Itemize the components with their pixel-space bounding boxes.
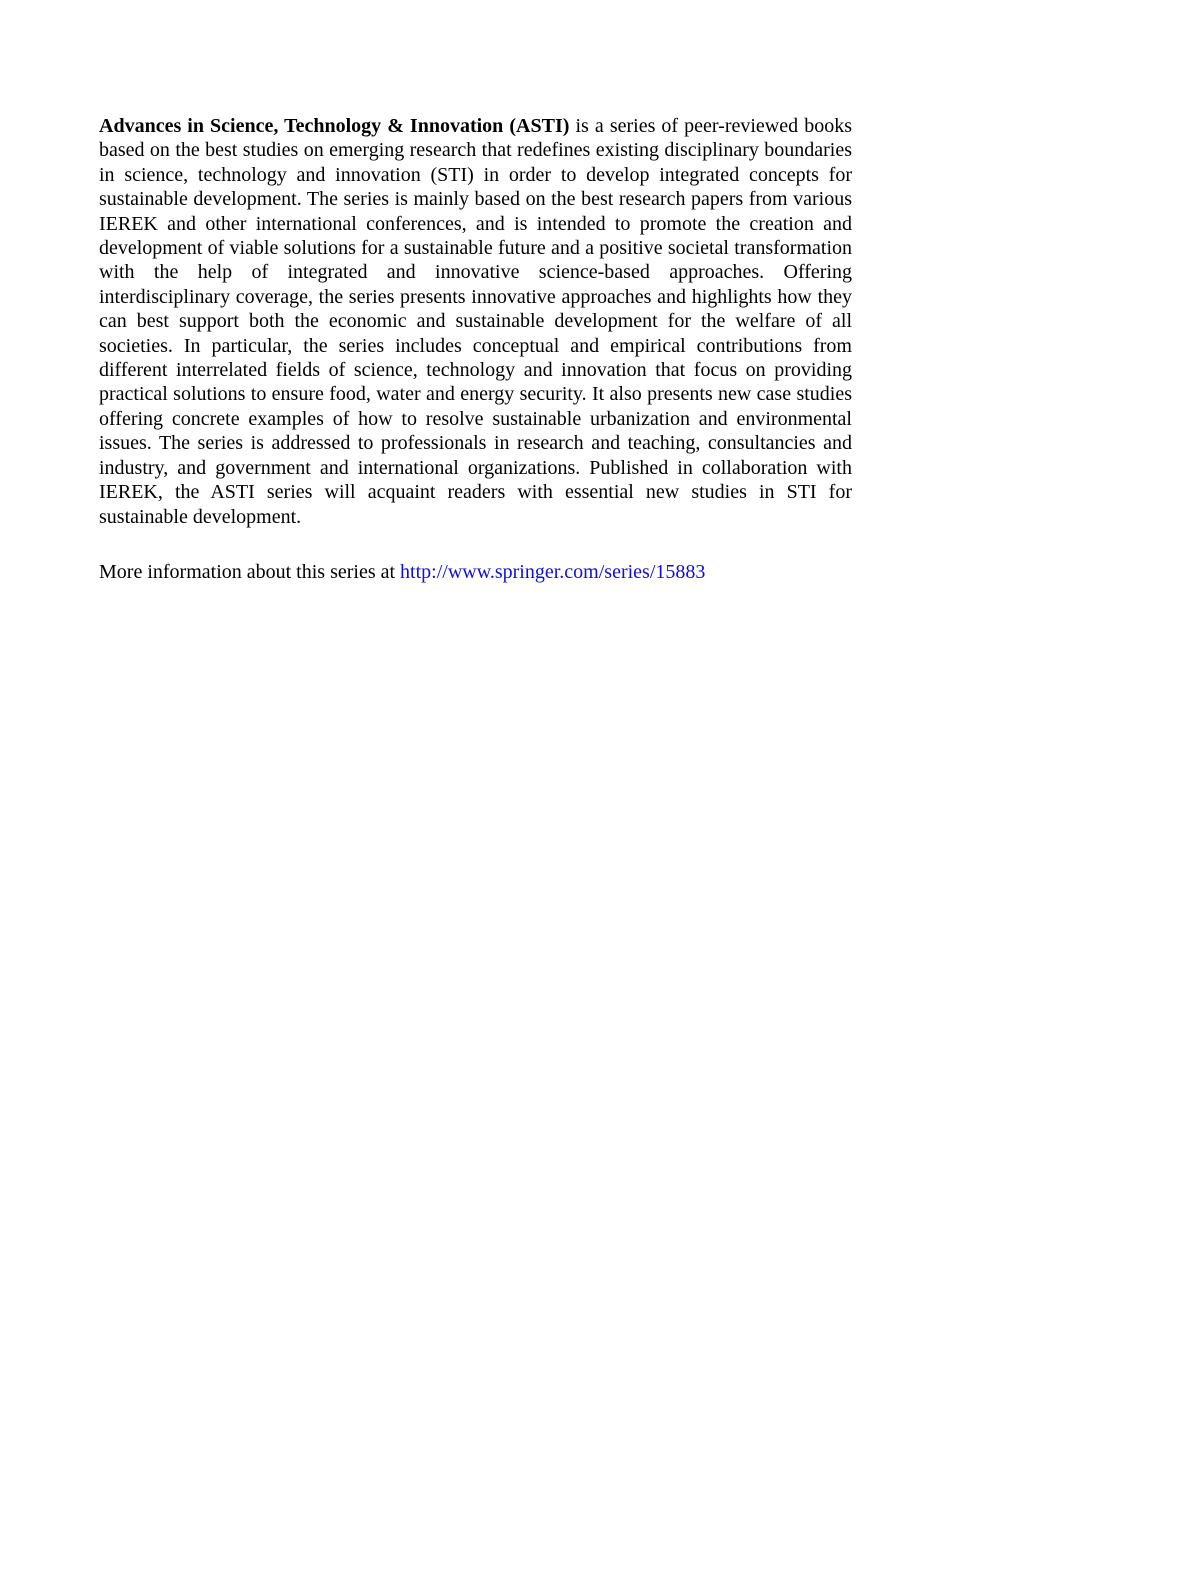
- series-description-body: is a series of peer-reviewed books based on the best studies on emerging research that redefines existing disciplinary boundaries in science, technology and innovation (STI) in order to develop integrated concepts for sustainable development. The series is mainly based on the best research papers from various IEREK and other international conferences, and is intended to promote the creation and development of viable solutions for a sustainable future and a positive societal transformation with the help of integrated and innovative science-based approaches. Offering interdisciplinary coverage, the series presents innovative approaches and highlights how they can best support both the economic and sustainable development for the welfare of all societies. In particular, the series includes conceptual and empirical contributions from different interrelated fields of science, technology and innovation that focus on providing practical solutions to ensure food, water and energy security. It also presents new case studies offering concrete examples of how to resolve sustainable urbanization and environmental issues. The series is addressed to professionals in research and teaching, consultancies and industry, and government and international organizations. Published in collaboration with IEREK, the ASTI series will acquaint readers with essential new studies in STI for sustainable development.: [99, 115, 852, 528]
- more-info-line: [99, 560, 899, 584]
- more-info-prefix: More information about this series at: [99, 561, 401, 583]
- series-description: [99, 114, 852, 529]
- series-description-block: [99, 114, 852, 529]
- series-link[interactable]: http://www.springer.com/series/15883: [400, 561, 706, 583]
- series-name-bold: Advances in Science, Technology & Innovation (ASTI): [99, 115, 570, 137]
